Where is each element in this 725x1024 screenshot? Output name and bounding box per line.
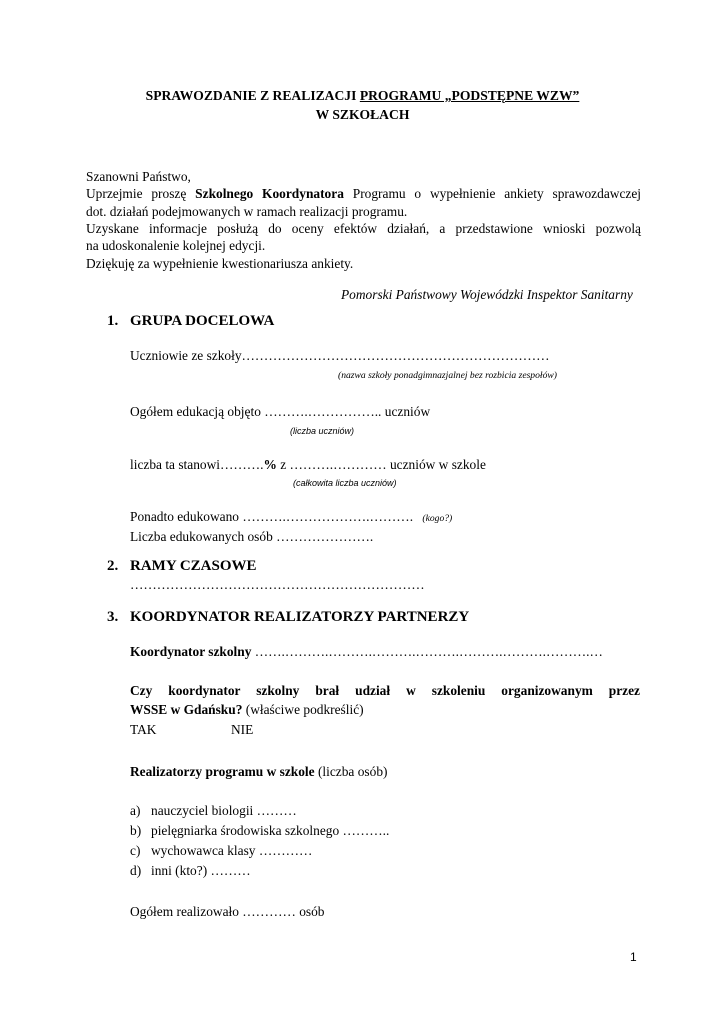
list-item-text[interactable]: pielęgniarka środowiska szkolnego ……….. [151, 823, 390, 838]
document-title [0, 87, 725, 104]
signature: Pomorski Państwowy Wojewódzki Inspektor Sanitarny [341, 287, 633, 302]
list-letter: b) [130, 823, 142, 838]
page-number: 1 [630, 950, 637, 964]
training-question-line-1: Czy koordynator szkolny brał udział w szkoleniu organizowanym przez [130, 683, 640, 698]
list-item-text[interactable]: wychowawca klasy ………… [151, 843, 313, 858]
title-part-2: PROGRAMU „PODSTĘPNE WZW” [359, 88, 580, 103]
list-letter: a) [130, 803, 141, 818]
intro-line-1c: Programu o wypełnienie ankiety sprawozdawczej [352, 186, 641, 201]
section-1-number: 1. [107, 313, 119, 329]
option-no[interactable]: NIE [231, 722, 254, 737]
title-part-1: SPRAWOZDANIE Z REALIZACJI [145, 88, 360, 103]
section-2-heading: RAMY CZASOWE [130, 558, 257, 574]
percent-field[interactable] [130, 456, 486, 473]
realizers-heading [130, 763, 387, 780]
list-letter: c) [130, 843, 141, 858]
intro-line-2: dot. działań podejmowanych w ramach realizacji programu. [86, 204, 408, 219]
list-item[interactable] [130, 842, 140, 859]
training-question-hint: (właściwe podkreślić) [242, 702, 364, 717]
section-3-number: 3. [107, 609, 119, 625]
intro-line-4: na udoskonalenie kolejnej edycji. [86, 238, 266, 253]
coordinator-dots: …….……….……….……….……….……….……….……….… [251, 644, 603, 659]
extra-educated-field[interactable] [130, 508, 452, 527]
people-count-field[interactable]: Liczba edukowanych osób …………………. [130, 529, 374, 544]
document-subtitle: W SZKOŁACH [315, 107, 410, 122]
list-item-text[interactable]: inni (kto?) ……… [151, 863, 251, 878]
intro-line-1 [86, 185, 641, 202]
list-item-text[interactable]: nauczyciel biologii ……… [151, 803, 297, 818]
realizers-note: (liczba osób) [314, 764, 388, 779]
section-1-heading: GRUPA DOCELOWA [130, 313, 275, 329]
intro-line-3: Uzyskane informacje posłużą do oceny efektów działań, a przedstawione wnioski pozwolą [86, 221, 641, 236]
school-note: (nazwa szkoły ponadgimnazjalnej bez rozbicia zespołów) [338, 370, 557, 381]
total-students-field[interactable]: Ogółem edukacją objęto ……….…………….. uczniów [130, 404, 431, 419]
total-realized-field[interactable]: Ogółem realizowało ………… osób [130, 904, 325, 919]
realizers-label: Realizatorzy programu w szkole [130, 764, 315, 779]
training-question-line-2 [130, 701, 364, 718]
time-frame-field[interactable]: ………………………………………………………… [130, 577, 425, 592]
section-3-heading: KOORDYNATOR REALIZATORZY PARTNERZY [130, 609, 470, 625]
extra-educated-label: Ponadto edukowano ……….……………….………. [130, 509, 414, 524]
percent-note: (całkowita liczba uczniów) [293, 478, 397, 488]
intro-line-1a: Uprzejmie proszę [86, 186, 187, 201]
list-item[interactable] [130, 802, 140, 819]
greeting: Szanowni Państwo, [86, 169, 191, 184]
extra-educated-note: (kogo?) [422, 513, 453, 524]
list-item[interactable] [130, 862, 141, 879]
percent-rest: z ……….………… uczniów w szkole [276, 457, 486, 472]
option-yes[interactable]: TAK [130, 722, 157, 737]
coordinator-label: Koordynator szkolny [130, 644, 252, 659]
percent-sign: % [263, 457, 277, 472]
section-2-number: 2. [107, 558, 119, 574]
school-field[interactable]: Uczniowie ze szkoły…………………………………………………………… [130, 348, 550, 363]
intro-line-5: Dziękuję za wypełnienie kwestionariusza ankiety. [86, 256, 354, 271]
coordinator-field[interactable] [130, 643, 603, 660]
list-item[interactable] [130, 822, 141, 839]
coordinator-emphasis: Szkolnego Koordynatora [195, 186, 344, 201]
percent-label: liczba ta stanowi………. [130, 457, 264, 472]
list-letter: d) [130, 863, 142, 878]
total-students-note: (liczba uczniów) [290, 426, 355, 436]
training-question-bold: WSSE w Gdańsku? [130, 702, 243, 717]
